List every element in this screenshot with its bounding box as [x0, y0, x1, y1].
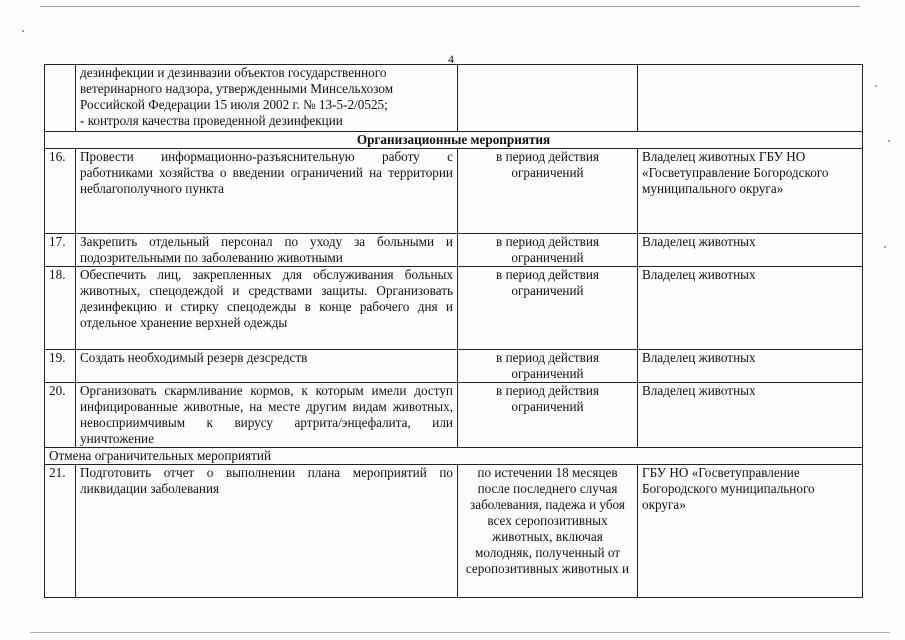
action-cell [76, 65, 458, 132]
responsible-cell [638, 65, 863, 132]
scan-speck [888, 140, 890, 142]
action-cell: Создать необходимый резерв дезсредств [76, 350, 458, 383]
term-cell: в период действия ограничений [458, 149, 638, 234]
term-cell: по истечении 18 месяцев после последнего случая заболевания, падежа и убоя всех серопозитивных животных, включая молодняк, полученный от серопозитивных животных и [458, 465, 638, 598]
section-title-organizational: Организационные мероприятия [45, 132, 863, 149]
responsible-cell: Владелец животных [638, 267, 863, 350]
num-cell [45, 65, 76, 132]
term-cell: в период действия ограничений [458, 234, 638, 267]
section-row-organizational [45, 132, 863, 149]
table-row [45, 383, 863, 448]
responsible-cell: Владелец животных [638, 234, 863, 267]
table-row [45, 350, 863, 383]
section-title-cancel: Отмена ограничительных мероприятий [45, 448, 863, 465]
term-cell: в период действия ограничений [458, 267, 638, 350]
scan-speck [884, 246, 886, 248]
scan-speck [875, 85, 877, 87]
scan-artifact-top [40, 6, 860, 7]
action-cell: Обеспечить лиц, закрепленных для обслуживания больных животных, спецодеждой и средствами защиты. Организовать дезинфекцию и стирку спецодежды в конце рабочего дня и отдельное хранение верхней одежды [76, 267, 458, 350]
responsible-cell: Владелец животных [638, 350, 863, 383]
term-cell: в период действия ограничений [458, 383, 638, 448]
table-row [45, 465, 863, 598]
responsible-cell: ГБУ НО «Госветуправление Богородского муниципального округа» [638, 465, 863, 598]
action-cell: Подготовить отчет о выполнении плана мероприятий по ликвидации заболевания [76, 465, 458, 598]
action-cell: Организовать скармливание кормов, к которым имели доступ инфицированные животные, на месте другим видам животных, невосприимчивым к вирусу артрита/энцефалита, или уничтожение [76, 383, 458, 448]
row-number: 16. [45, 149, 76, 234]
table-row [45, 149, 863, 234]
table-row [45, 267, 863, 350]
continuation-line: дезинфекции и дезинвазии объектов государственного [80, 65, 387, 80]
row-number: 21. [45, 465, 76, 598]
responsible-cell: Владелец животных ГБУ НО «Госветуправление Богородского муниципального округа» [638, 149, 863, 234]
responsible-cell: Владелец животных [638, 383, 863, 448]
measures-table [44, 64, 863, 598]
section-row-cancel [45, 448, 863, 465]
row-number: 17. [45, 234, 76, 267]
table-row [45, 234, 863, 267]
continuation-line: - контроля качества проведенной дезинфекции [80, 113, 343, 128]
row-number: 19. [45, 350, 76, 383]
row-number: 18. [45, 267, 76, 350]
continuation-line: Российской Федерации 15 июля 2002 г. № 13-5-2/0525; [80, 97, 388, 112]
action-cell: Закрепить отдельный персонал по уходу за больными и подозрительными по заболеванию животными [76, 234, 458, 267]
continuation-line: ветеринарного надзора, утвержденными Минсельхозом [80, 81, 394, 96]
term-cell [458, 65, 638, 132]
row-number: 20. [45, 383, 76, 448]
table-row-continuation [45, 65, 863, 132]
page-number: 4 [448, 52, 454, 66]
scan-speck [22, 30, 24, 32]
term-cell: в период действия ограничений [458, 350, 638, 383]
action-cell: Провести информационно-разъяснительную работу с работниками хозяйства о введении ограничений на территории неблагополучного пункта [76, 149, 458, 234]
scan-artifact-bottom [30, 632, 890, 633]
